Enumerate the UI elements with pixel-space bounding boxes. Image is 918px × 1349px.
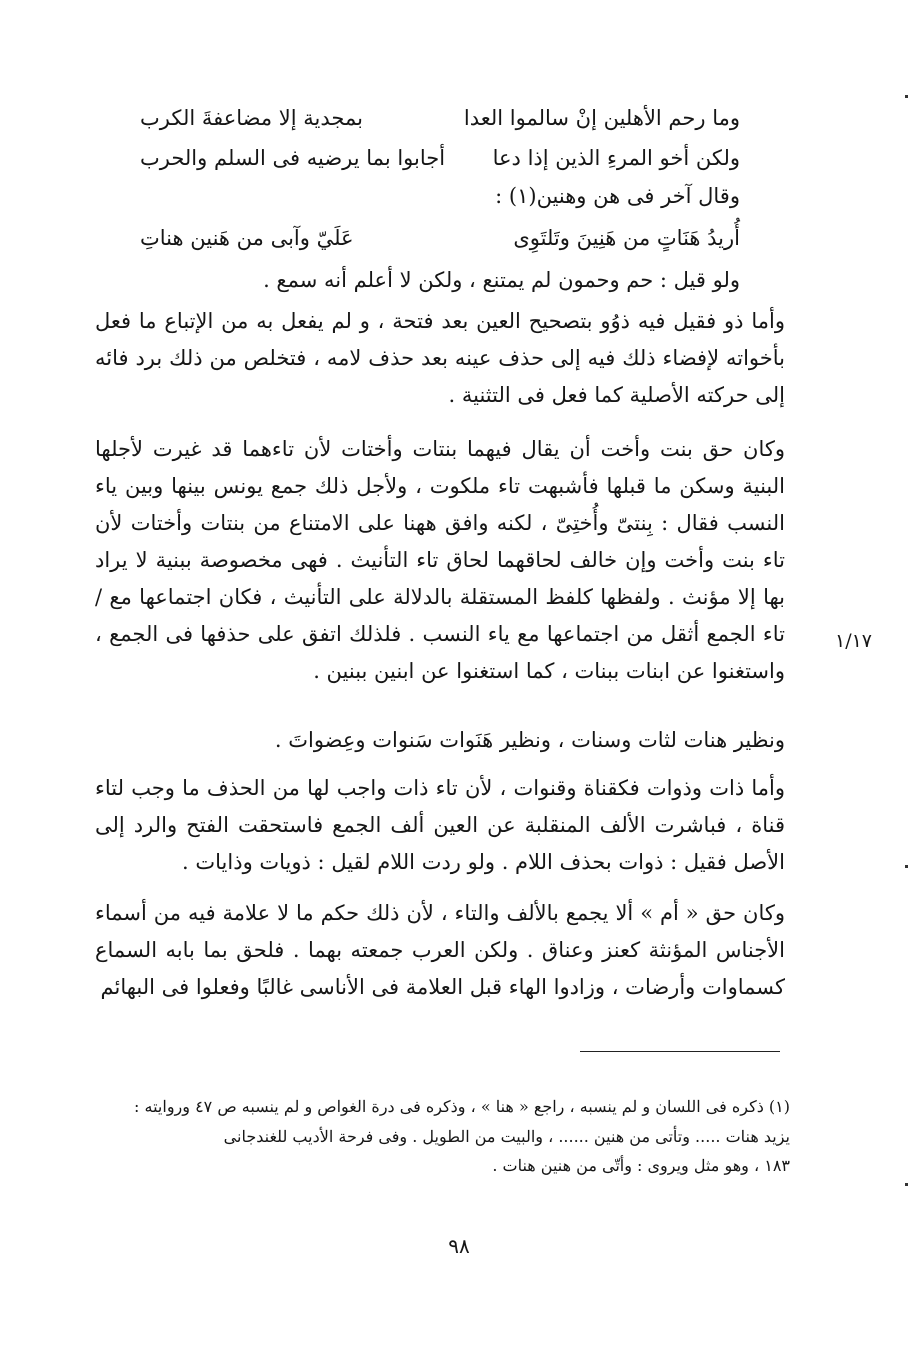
marginal-note: ١/١٧ xyxy=(835,630,873,652)
verse-second-hemistich: بمجدية إلا مضاعفةَ الكرب xyxy=(140,106,363,130)
verse-first-hemistich: وما رحم الأهلين إنْ سالموا العدا xyxy=(463,106,740,130)
paragraph xyxy=(95,303,785,414)
footnote-separator xyxy=(580,1051,780,1052)
paragraph xyxy=(95,722,785,759)
paragraph xyxy=(95,895,785,1006)
scan-edge-mark xyxy=(905,865,908,868)
poem-verse xyxy=(140,220,740,256)
verse-first-hemistich: ولكن أخو المرءِ الذين إذا دعا xyxy=(492,146,740,170)
poem-verse xyxy=(140,100,740,136)
scan-edge-mark xyxy=(905,1183,908,1186)
paragraph-text: وأما ذو فقيل فيه ذوُو بتصحيح العين بعد فتحة ، و لم يفعل به من الإتباع ما فعل بأخواته لإفضاء ذلك فيه إلى حذف عينه بعد حذف لامه ، فتخلص من ذلك برد فائه إلى حركته الأصلية كما فعل فى التثنية . xyxy=(95,309,785,407)
footnote-line: يزيد هنات ..... وتأتى من هنين ...... ، والبيت من الطويل . وفى فرحة الأديب للغندجانى xyxy=(223,1127,790,1146)
verse-intro-line: وقال آخر فى هن وهنين(١) : xyxy=(495,184,740,208)
paragraph-text: وأما ذات وذوات فكقناة وقنوات ، لأن تاء ذات واجب لها من الحذف ما وجب لتاء قناة ، فباشرت الألف المنقلبة عن العين ألف الجمع فاستحقت الفتح والرد إلى الأصل فقيل : ذوات بحذف اللام . ولو ردت اللام لقيل : ذويات وذايات . xyxy=(95,776,785,874)
verse-second-hemistich: أجابوا بما يرضيه فى السلم والحرب xyxy=(140,146,446,170)
footnote-line: ١٨٣ ، وهو مثل ويروى : وأتّى من هنين هنات . xyxy=(492,1156,790,1175)
paragraph-text: ونظير هنات لثات وسنات ، ونظير هَنَوات سَنوات وعِضواتَ . xyxy=(274,728,785,752)
verse-first-hemistich: أُريدُ هَنَاتٍ من هَنِينَ وتَلتَوِى xyxy=(513,226,740,250)
verse-second-hemistich: عَلَيّ وآبى من هَنين هناتِ xyxy=(140,226,354,250)
page-number: ٩٨ xyxy=(448,1234,470,1258)
paragraph xyxy=(95,770,785,881)
paragraph-text: وكان حق بنت وأخت أن يقال فيهما بنتات وأختات لأن تاءهما قد غيرت لأجلها البنية وسكن ما قبلها فأشبهت تاء ملكوت ، ولأجل ذلك جمع يونس بينها وبين ياء النسب فقال : بِنتىّ وأُختِىّ ، لكنه وافق ههنا على الامتناع من بنتات وأختات لأن تاء بنت وأخت وإن خالف لحاقهما لحاق تاء التأنيث . فهى مخصوصة ببنية لا يراد بها إلا مؤنث . ولفظها كلفظ المستقلة بالدلالة على التأنيث ، فكان اجتماعها مع / تاء الجمع أثقل من اجتماعها مع ياء النسب . فلذلك اتفق على حذفها فى الجمع ، واستغنوا عن ابنات ببنات ، كما استغنوا عن ابنين ببنين . xyxy=(95,437,785,683)
poem-verse xyxy=(140,140,740,176)
footnote-line: (١) ذكره فى اللسان و لم ينسبه ، راجع « هنا » ، وذكره فى درة الغواص و لم ينسبه ص ٤٧ وروايته : xyxy=(134,1097,790,1116)
paragraph xyxy=(95,431,785,690)
text-line: ولو قيل : حم وحمون لم يمتنع ، ولكن لا أعلم أنه سمع . xyxy=(263,268,740,292)
scan-edge-mark xyxy=(905,95,908,98)
paragraph-text: وكان حق « أم » ألا يجمع بالألف والتاء ، لأن ذلك حكم ما لا علامة فيه من أسماء الأجناس المؤنثة كعنز وعناق . ولكن العرب جمعته بهما . فلحق بما بابه السماع كسماوات وأرضات ، وزادوا الهاء قبل العلامة فى الأناسى غالبًا وفعلوا فى البهائم xyxy=(95,901,785,999)
